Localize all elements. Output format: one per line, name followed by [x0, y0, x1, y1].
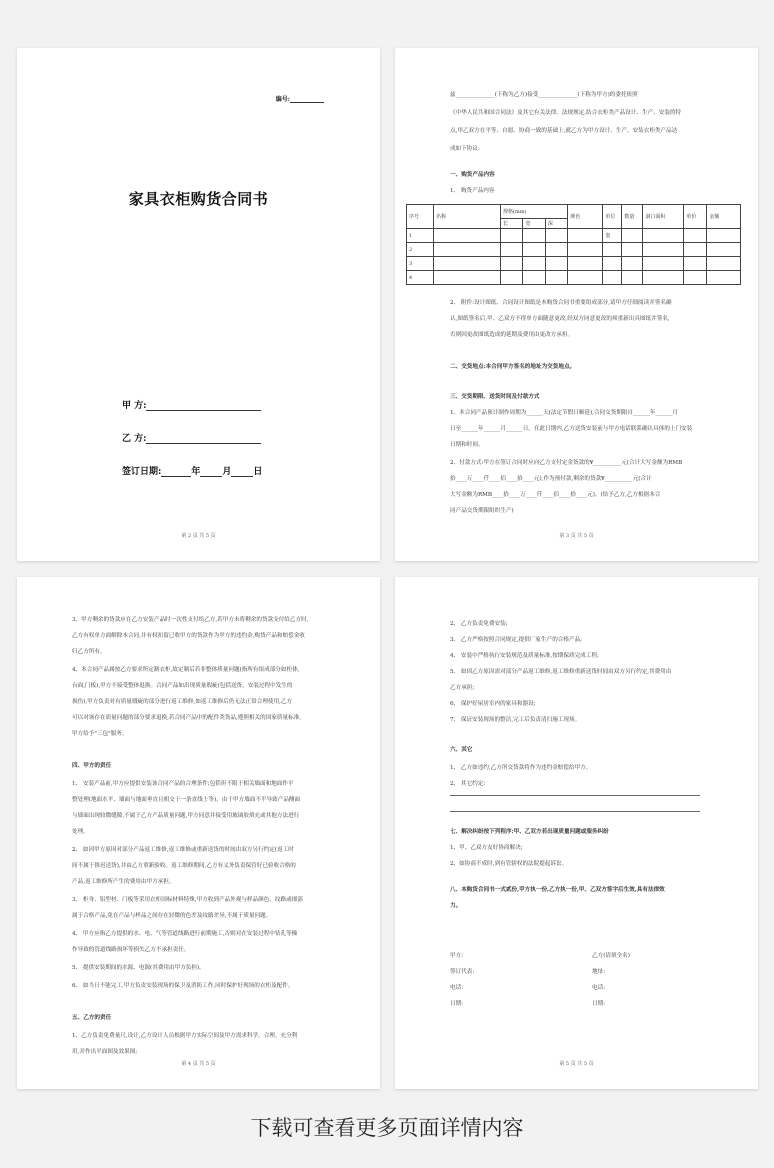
table-header: 序号 — [407, 205, 434, 229]
page-3 — [395, 48, 758, 561]
month-label: 月 — [222, 467, 232, 477]
goods-table — [406, 204, 741, 285]
table-header: 单位 — [603, 205, 622, 229]
section-heading: 四、甲方的责任 — [72, 763, 112, 769]
text-line: 4、本合同产品属按乙方要求所定制衣柜,故定制后若非整体质量问题(指所有组成部分如柜体, — [72, 667, 300, 673]
party-a-sign: 甲方: — [450, 953, 464, 959]
text-line: 与墙面出现较微缝隙,不属于乙方产品质量问题,甲方同意并接受用玻璃胶填充或其他方法进行 — [72, 813, 300, 819]
day-label: 日 — [253, 467, 263, 477]
text-line: 乙方有权单方面解除本合同,并有权扣留已收甲方的货款作为甲方的违约金,购货产品和赔偿金收 — [72, 633, 305, 639]
row-number: 4 — [407, 271, 434, 285]
text-line: 损伤),甲方负责对有质量瑕疵的部分进行返工维修,如返工维修后仍无法正常合理使用,乙方 — [72, 699, 293, 705]
section-heading: 七、解决纠纷按下列程序:甲、乙双方若出现质量问题或服务纠纷 — [450, 829, 609, 835]
text-line: 用,并作出平面图及效果图; — [72, 1049, 138, 1055]
section-heading: 二、交货地点:本合同甲方签名的地址为交货地点。 — [450, 364, 576, 370]
text-line: 处理。 — [72, 829, 89, 835]
page-footer: 第 2 页 共 5 页 — [181, 533, 216, 539]
text-line: 3、 柜身、铝型材、门板等采用衣柜国标材料特殊,甲方收到产品外观与样品颜色、纹路或细部 — [72, 897, 303, 903]
text-line: 同产品交货期限组织生产) — [450, 508, 514, 514]
table-row — [407, 257, 741, 271]
table-header: 规格(mm) — [501, 205, 568, 219]
serial-blank — [290, 96, 324, 103]
table-header: 洞口面积 — [643, 205, 684, 229]
text-line: 日期和时间。 — [450, 442, 484, 448]
page-footer: 第 3 页 共 5 页 — [559, 533, 594, 539]
row-number: 1 — [407, 229, 434, 243]
text-line: 4、 甲方应指乙方提供的水、电、气等管道线路进行前期施工,否则对在安装过程中钻孔等操 — [72, 931, 298, 937]
party-b-sign: 乙方(请填全名) — [592, 953, 630, 959]
party-a-phone: 电话: — [450, 985, 464, 991]
text-line: 6、 保护好屋居室内的家具和器设; — [450, 701, 536, 707]
row-unit — [603, 243, 622, 257]
party-b-phone: 电话: — [592, 985, 606, 991]
text-line: 1、 安装产品前,甲方应提供安装该合同产品的合理条件;包括但不限于相关墙面和地面作平 — [72, 781, 294, 787]
row-unit: 套 — [603, 229, 622, 243]
text-line: 整处理(地面水平、墙面与地面垂直且相交于一条直线上等)。由于甲方墙面不平导致产品侧面 — [72, 797, 301, 803]
text-line: 作导致的管道线路损坏等损失乙方不承担责任。 — [72, 947, 190, 953]
row-unit — [603, 257, 622, 271]
document-title: 家具衣柜购货合同书 — [128, 190, 269, 208]
text-line: 2、 附件:设计图纸、合同设计图纸是本购货合同书重要组成部分,请甲方仔细阅读并签名确 — [450, 300, 672, 306]
section-heading: 三、交货期限、送货时间及付款方式 — [450, 394, 540, 400]
text-line: 间不属于推迟送货),并由乙方重新验收。返工维修期间,乙方有义务负责保管好已验收合格的 — [72, 863, 296, 869]
table-subheader: 宽 — [523, 219, 545, 229]
page-5 — [395, 577, 758, 1089]
text-line: 否则因更改图纸造成的延期及费用由更改方承担。 — [450, 332, 574, 338]
text-line: 2、如协商不成时,到有管辖权的法院提起诉讼。 — [450, 861, 568, 867]
table-row — [407, 229, 741, 243]
text-line: 认,图纸签名后,甲、乙双方不得单方面随意更改,经双方同意更改的须重新出具图纸并签名, — [450, 316, 670, 322]
party-a-line — [122, 398, 261, 411]
party-a-label: 甲 方: — [122, 401, 147, 411]
text-line: 台面,门板),甲方不接受整体退换。合同产品如出现质量瑕疵(包括送货、安装过程中发生的 — [72, 683, 293, 689]
year-label: 年 — [191, 467, 201, 477]
text-line: 2、 其它约定: — [450, 781, 486, 787]
serial-label: 编号: — [275, 96, 290, 103]
row-unit — [603, 271, 622, 285]
text-line: 1、本合同产品预计制作周期为______天(法定节假日顺延),合同交货期限自______年______月 — [450, 410, 678, 416]
section-heading: 五、乙方的责任 — [72, 1015, 112, 1021]
text-line: 乙方承担; — [450, 685, 475, 691]
sign-date-line — [122, 464, 262, 477]
blank-line — [450, 795, 700, 796]
text-line: 4、 安装中严格执行安装规范及质量标准,按期保质完成工程; — [450, 653, 599, 659]
text-line: 7、 保证安装现场的整洁,完工后负责清扫施工现场。 — [450, 717, 581, 723]
text-line: 点,甲乙双方在平等、自愿、协商一致的基础上,就乙方为甲方设计、生产、安装衣柜类产品达 — [450, 128, 678, 134]
blank-line — [450, 811, 700, 812]
text-line: 归乙方所有。 — [72, 649, 106, 655]
sign-date-label: 签订日期: — [122, 467, 162, 477]
page-2 — [17, 48, 380, 561]
table-row — [407, 243, 741, 257]
text-line: 1、 乙方如违约,乙方所交货款将作为违约金赔偿给甲方。 — [450, 765, 592, 771]
table-row — [407, 271, 741, 285]
party-b-blank — [146, 434, 261, 444]
party-b-line — [122, 431, 261, 444]
table-header-row — [407, 205, 741, 219]
text-line: 5、 如因乙方原因需对部分产品返工维修,返工维修重新送货时间由双方另行约定,其费用由 — [450, 669, 672, 675]
text-line: 兹______________(下称为乙方)接受______________(下称为甲方)的委托依照 — [450, 92, 638, 98]
text-line: 《中华人民共和国合同法》及其它有关法律、法规规定,结合衣柜类产品设计、生产、安装的特 — [450, 110, 682, 116]
text-line: 可以对该存在质量问题的部分要求退换,若合同产品中的配件类货品,遵照相关的国家质量标准, — [72, 715, 302, 721]
table-header: 金额 — [707, 205, 741, 229]
party-b-label: 乙 方: — [122, 434, 147, 444]
table-header: 数量 — [622, 205, 643, 229]
table-header: 单价 — [684, 205, 707, 229]
party-a-representative: 签订代表: — [450, 969, 475, 975]
text-line: 属于合格产品,免在产品与样品之间存在轻微的色差及纹路差异,不属于质量问题。 — [72, 913, 272, 919]
text-line: 日至______年______月______日。在此日期内,乙方送货安装前与甲方电话联系确认具体的上门安装 — [450, 426, 693, 432]
text-line: 2、付款方式:甲方在签订合同时应向乙方支付定金货款的¥__________元(合计大写金额为RMB — [450, 460, 683, 466]
table-header: 名称 — [434, 205, 501, 229]
section-heading: 力。 — [450, 903, 462, 909]
row-number: 2 — [407, 243, 434, 257]
table-subheader: 长 — [501, 219, 523, 229]
page-4 — [17, 577, 380, 1089]
text-line: 6、 如当日不能完工,甲方负责安装现场的保卫及消防工作,同时保护好现场的衣柜及配件。 — [72, 983, 294, 989]
text-line: 5、 提供安装期间的水源、电源(其费用由甲方负担)。 — [72, 965, 205, 971]
text-line: 大写金额为RMB____拾____万____仟____佰____拾____元)。(给予乙方,乙方根据本合 — [450, 492, 661, 498]
party-b-date: 日期: — [592, 1001, 606, 1007]
text-line: 1、乙方负责免费量尺,设计,乙方设计人员根据甲方实际空间及甲方需求科学、合理、充分利 — [72, 1033, 298, 1039]
party-b-address: 地址: — [592, 969, 606, 975]
text-line: 产品,返工维修所产生的费用由甲方承担。 — [72, 879, 175, 885]
text-line: 3、 乙方严格按照合同规定,提供厂家生产的合格产品; — [450, 637, 583, 643]
text-line: 2、 乙方负责免费安装; — [450, 621, 508, 627]
text-line: 2、 如因甲方原因对部分产品返工维修,返工维修或重新送货的时间由双方另行约定(返工时 — [72, 847, 294, 853]
text-line: 1、甲、乙双方友好协商解决; — [450, 845, 523, 851]
party-a-date: 日期: — [450, 1001, 464, 1007]
table-subheader: 深 — [545, 219, 567, 229]
section-heading: 一、购货产品内容 — [450, 172, 495, 178]
table-header: 颜色 — [568, 205, 603, 229]
text-line: 3、甲方剩余的货款应在乙方安装产品时一次性支付给乙方,若甲方未将剩余的货款支付给乙方时, — [72, 617, 309, 623]
text-line: 甲方给予"三包"服务。 — [72, 731, 128, 737]
serial-number — [276, 94, 324, 103]
page-footer: 第 5 页 共 5 页 — [559, 1061, 594, 1067]
download-caption: 下载可查看更多页面详情内容 — [250, 1116, 524, 1140]
page-footer: 第 4 页 共 5 页 — [181, 1061, 216, 1067]
section-heading: 六、其它 — [450, 747, 473, 753]
text-line: 拾____万____仟____佰____拾____元),作为预付款,剩余的货款¥__________元(合计 — [450, 476, 652, 482]
section-heading: 八、本购货合同书一式贰份,甲方执一份,乙方执一份,甲、乙双方签字后生效,具有法律效 — [450, 887, 665, 893]
row-number: 3 — [407, 257, 434, 271]
text-line: 1、 购货产品内容 — [450, 188, 495, 194]
party-a-blank — [146, 401, 261, 411]
text-line: 成如下协议: — [450, 146, 480, 152]
